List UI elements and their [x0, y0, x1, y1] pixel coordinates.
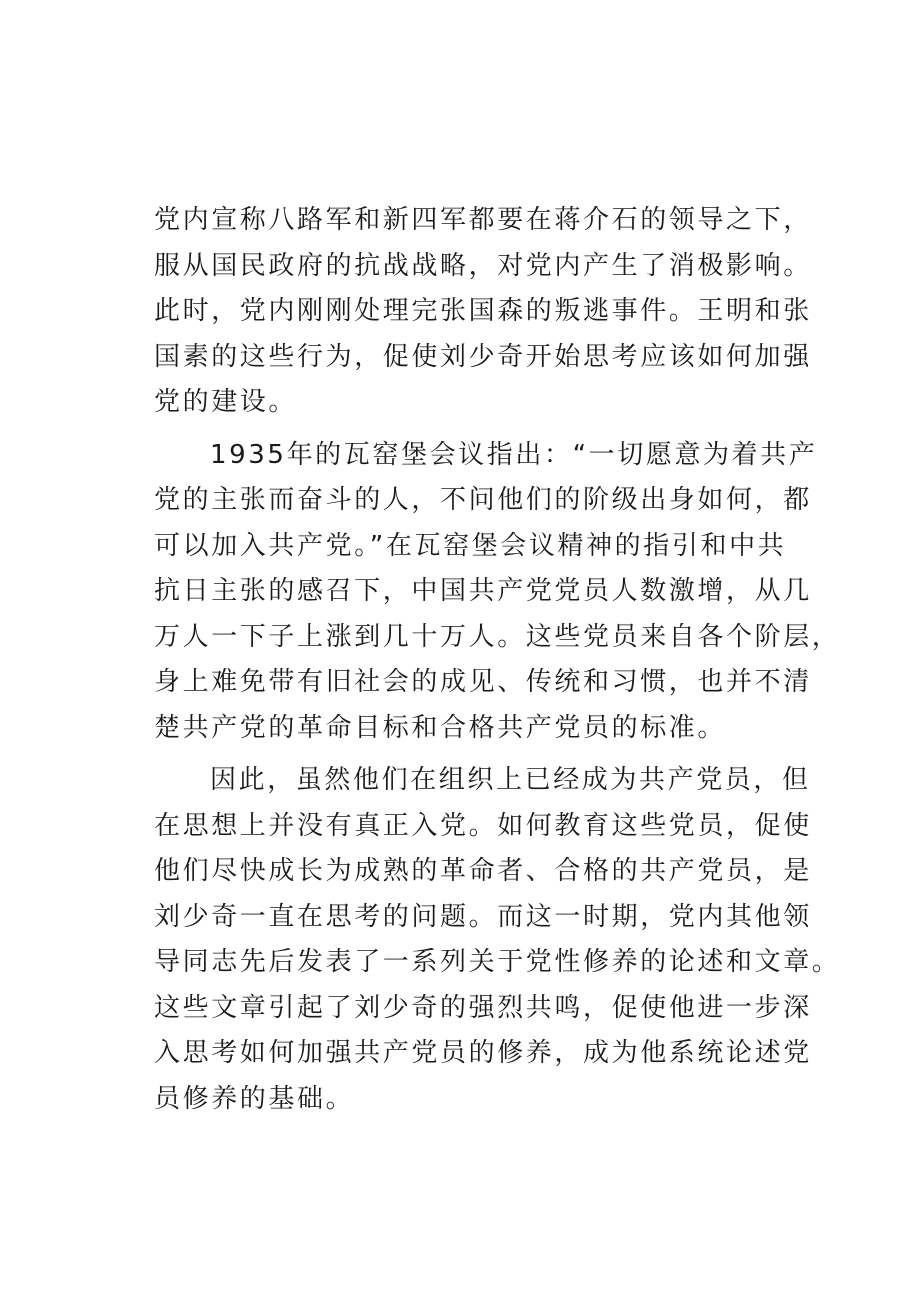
- paragraph-line: 因此，虽然他们在组织上已经成为共产党员，但: [210, 765, 811, 795]
- paragraph-line: 国素的这些行为，促使刘少奇开始思考应该如何加强: [154, 341, 812, 372]
- paragraph-line: 刘少奇一直在思考的问题。而这一时期，党内其他领: [154, 901, 812, 932]
- paragraph-line: 他们尽快成长为成熟的革命者、合格的共产党员，是: [154, 856, 812, 886]
- paragraph-line: 抗日主张的感召下，中国共产党党员人数激增，从几: [154, 576, 812, 606]
- paragraph-line: 这些文章引起了刘少奇的强烈共鸣，促使他进一步深: [154, 992, 812, 1023]
- paragraph-line: 入思考如何加强共产党员的修养，成为他系统论述党: [154, 1038, 812, 1068]
- paragraph-line: 身上难免带有旧社会的成见、传统和习惯，也并不清: [154, 667, 812, 697]
- paragraph-line: 此时，党内刚刚处理完张国森的叛逃事件。王明和张: [154, 296, 812, 326]
- paragraph-line: 员修养的基础。: [154, 1083, 355, 1114]
- paragraph-line: 1935年的瓦窑堡会议指出：“一切愿意为着共产: [210, 439, 818, 470]
- paragraph-1: [154, 198, 812, 426]
- paragraph-line: 党的建设。: [154, 387, 298, 417]
- paragraph-line: 可以加入共产党。”在瓦窑堡会议精神的指引和中共: [154, 530, 787, 561]
- paragraph-line: 楚共产党的革命目标和合格共产党员的标准。: [154, 712, 727, 743]
- body-text: [154, 198, 841, 1122]
- paragraph-line: 导同志先后发表了一系列关于党性修养的论述和文章。: [154, 947, 841, 977]
- paragraph-line: 服从国民政府的抗战战略，对党内产生了消极影响。: [154, 250, 812, 281]
- paragraph-line: 党的主张而奋斗的人，不问他们的阶级出身如何，都: [154, 485, 812, 515]
- paragraph-line: 在思想上并没有真正入党。如何教育这些党员，促使: [154, 810, 812, 841]
- paragraph-line: 党内宣称八路军和新四军都要在蒋介石的领导之下，: [154, 205, 812, 235]
- paragraph-3: [154, 758, 841, 1122]
- paragraph-2: [154, 433, 841, 752]
- paragraph-line: 万人一下子上涨到几十万人。这些党员来自各个阶层，: [154, 621, 841, 652]
